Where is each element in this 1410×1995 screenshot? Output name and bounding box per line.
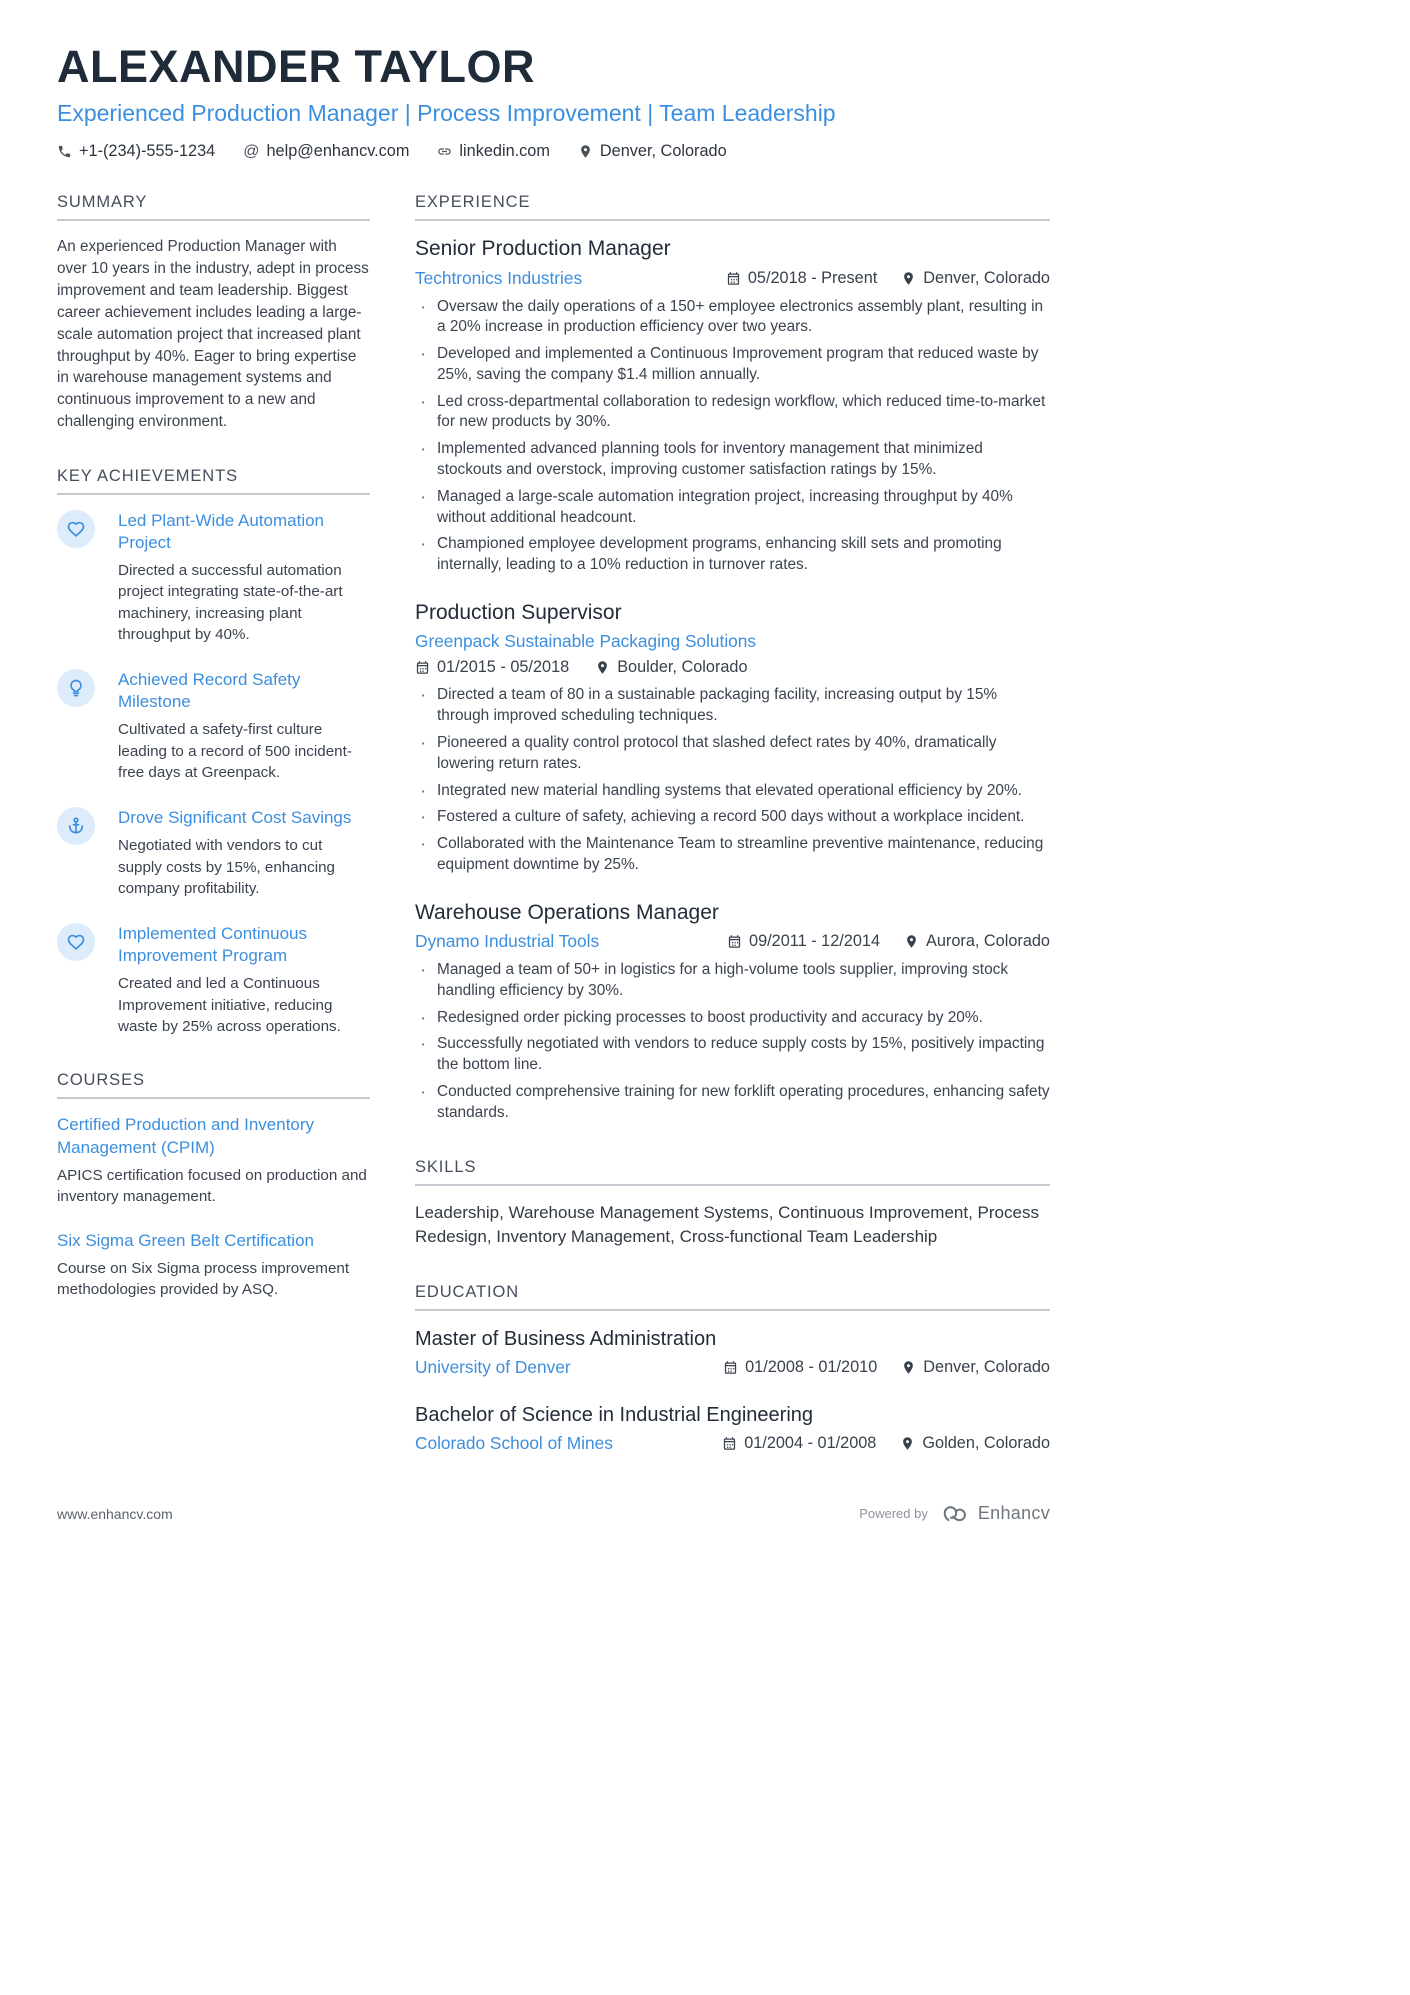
location-pin-icon: [901, 271, 916, 286]
experience-section: [415, 193, 1050, 1123]
achievement-item: [57, 807, 370, 899]
link-icon: [437, 144, 452, 159]
skills-section: [415, 1158, 1050, 1249]
achievement-title: Led Plant-Wide Automation Project: [118, 510, 325, 553]
course-text: APICS certification focused on production and inventory management.: [57, 1167, 367, 1206]
heart-icon: [57, 510, 95, 548]
heart-icon: [57, 923, 95, 961]
job-bullet: · Championed employee development programs, enhancing skill sets and promoting internally, leading to a 10% reduction in turnover rates.: [415, 534, 1050, 576]
calendar-icon: [415, 660, 430, 675]
lightbulb-icon: [57, 669, 95, 707]
contact-phone-text: +1-(234)-555-1234: [79, 142, 216, 161]
candidate-headline: Experienced Production Manager | Process Improvement | Team Leadership: [57, 99, 836, 126]
skills-heading: SKILLS: [415, 1158, 1050, 1186]
powered-by-label: Powered by: [859, 1506, 928, 1521]
location-pin-icon: [900, 1436, 915, 1451]
left-column: [57, 193, 370, 1488]
school-name: University of Denver: [415, 1356, 571, 1377]
education-dates: 01/2008 - 01/2010: [723, 1358, 877, 1377]
education-heading: EDUCATION: [415, 1283, 1050, 1311]
achievement-title: Achieved Record Safety Milestone: [118, 670, 301, 712]
experience-heading: EXPERIENCE: [415, 193, 1050, 221]
job-dates: 01/2015 - 05/2018: [415, 658, 569, 677]
summary-heading: SUMMARY: [57, 193, 370, 221]
page-footer: [57, 1503, 1050, 1524]
job-meta-row: [415, 268, 1050, 289]
job-bullet: · Managed a large-scale automation integration project, increasing throughput by 40% without additional headcount.: [415, 487, 1050, 529]
course-item: [57, 1230, 370, 1301]
phone-icon: [57, 144, 72, 159]
experience-entry: [415, 900, 1050, 1124]
skills-text: Leadership, Warehouse Management Systems, Continuous Improvement, Process Redesign, Inventory Management, Cross-functional Team Leadership: [415, 1202, 1039, 1246]
contact-email-text: help@enhancv.com: [266, 142, 410, 161]
courses-section: [57, 1071, 370, 1300]
achievement-item: [57, 669, 370, 783]
course-text: Course on Six Sigma process improvement methodologies provided by ASQ.: [57, 1260, 350, 1299]
job-bullet: · Successfully negotiated with vendors to reduce supply costs by 15%, positively impacting the bottom line.: [415, 1034, 1050, 1076]
job-title: Warehouse Operations Manager: [415, 900, 719, 924]
job-bullet: · Developed and implemented a Continuous Improvement program that reduced waste by 25%, saving the company $1.4 million annually.: [415, 344, 1050, 386]
achievement-text: Directed a successful automation project integrating state-of-the-art machinery, increasing plant throughput by 40%.: [118, 562, 343, 644]
summary-text: An experienced Production Manager with over 10 years in the industry, adept in process improvement and team leadership. Biggest career achievement includes leading a large-scale automation project that increased plant throughput by 40%. Eager to bring expertise in warehouse management systems and continuous improvement to a new and challenging environment.: [57, 238, 369, 431]
calendar-icon: [723, 1360, 738, 1375]
calendar-icon: [726, 271, 741, 286]
job-bullet: · Integrated new material handling systems that elevated operational efficiency by 20%.: [415, 781, 1050, 802]
course-item: [57, 1114, 370, 1207]
achievement-text: Cultivated a safety-first culture leading to a record of 500 incident-free days at Greenpack.: [118, 721, 352, 782]
enhancv-logo-icon: [941, 1504, 969, 1523]
achievement-item: [57, 923, 370, 1037]
education-meta-row: [415, 1433, 1050, 1454]
job-bullet: · Collaborated with the Maintenance Team to streamline preventive maintenance, reducing equipment downtime by 25%.: [415, 834, 1050, 876]
job-bullet: · Conducted comprehensive training for new forklift operating procedures, enhancing safety standards.: [415, 1082, 1050, 1124]
education-section: [415, 1283, 1050, 1454]
courses-heading: COURSES: [57, 1071, 370, 1099]
calendar-icon: [722, 1436, 737, 1451]
contact-row: [57, 142, 1410, 161]
location-pin-icon: [901, 1360, 916, 1375]
job-bullet-list: [415, 297, 1050, 577]
at-sign-icon: @: [243, 142, 260, 160]
job-location: Boulder, Colorado: [595, 658, 747, 677]
achievements-heading: KEY ACHIEVEMENTS: [57, 467, 370, 495]
job-meta-row: [415, 931, 1050, 952]
contact-linkedin-text: linkedin.com: [459, 142, 550, 161]
job-bullet-list: [415, 685, 1050, 875]
contact-location: [578, 142, 727, 161]
anchor-icon: [57, 807, 95, 845]
job-location: Aurora, Colorado: [904, 932, 1050, 951]
experience-entry: [415, 600, 1050, 876]
company-name: Dynamo Industrial Tools: [415, 930, 600, 951]
job-bullet: · Implemented advanced planning tools for inventory management that minimized stockouts and overstock, improving customer satisfaction ratings by 15%.: [415, 439, 1050, 481]
contact-phone[interactable]: [57, 142, 215, 161]
degree-title: Master of Business Administration: [415, 1327, 717, 1350]
education-entry: [415, 1326, 1050, 1378]
achievement-text: Negotiated with vendors to cut supply costs by 15%, enhancing company profitability.: [118, 837, 335, 897]
content-columns: [57, 193, 1410, 1488]
job-bullet-list: [415, 960, 1050, 1124]
contact-location-text: Denver, Colorado: [599, 142, 727, 161]
achievement-title: Implemented Continuous Improvement Program: [118, 924, 308, 966]
candidate-name: ALEXANDER TAYLOR: [57, 41, 536, 92]
calendar-icon: [727, 934, 742, 949]
summary-section: [57, 193, 370, 433]
job-bullet: · Led cross-departmental collaboration to redesign workflow, which reduced time-to-market for new products by 30%.: [415, 392, 1050, 434]
job-location: Denver, Colorado: [901, 269, 1050, 288]
job-bullet: · Oversaw the daily operations of a 150+ employee electronics assembly plant, resulting in a 20% increase in production efficiency over two years.: [415, 297, 1050, 339]
company-name: Greenpack Sustainable Packaging Solutions: [415, 631, 757, 652]
job-bullet: · Pioneered a quality control protocol that slashed defect rates by 40%, dramatically lowering return rates.: [415, 733, 1050, 775]
job-bullet: · Managed a team of 50+ in logistics for a high-volume tools supplier, improving stock handling efficiency by 30%.: [415, 960, 1050, 1002]
location-pin-icon: [904, 934, 919, 949]
education-location: Denver, Colorado: [901, 1358, 1050, 1377]
powered-by-enhancv[interactable]: [859, 1503, 1050, 1524]
job-bullet: · Redesigned order picking processes to boost productivity and accuracy by 20%.: [415, 1008, 1050, 1029]
company-name: Techtronics Industries: [415, 267, 583, 288]
job-bullet: · Directed a team of 80 in a sustainable packaging facility, increasing output by 15% through improved scheduling techniques.: [415, 685, 1050, 727]
enhancv-brand-name: Enhancv: [977, 1503, 1050, 1523]
location-pin-icon: [578, 144, 593, 159]
job-dates: 05/2018 - Present: [726, 269, 877, 288]
experience-entry: [415, 236, 1050, 576]
achievement-title: Drove Significant Cost Savings: [118, 808, 352, 828]
course-title: Certified Production and Inventory Management (CPIM): [57, 1115, 315, 1157]
achievement-text: Created and led a Continuous Improvement initiative, reducing waste by 25% across operations.: [118, 975, 341, 1036]
education-entry: [415, 1402, 1050, 1454]
school-name: Colorado School of Mines: [415, 1432, 613, 1453]
contact-email[interactable]: [243, 142, 409, 161]
resume-header: [57, 42, 1410, 161]
degree-title: Bachelor of Science in Industrial Engineering: [415, 1403, 814, 1426]
course-title: Six Sigma Green Belt Certification: [57, 1230, 314, 1250]
footer-website-link[interactable]: www.enhancv.com: [57, 1505, 173, 1522]
achievements-section: [57, 467, 370, 1037]
education-dates: 01/2004 - 01/2008: [722, 1434, 876, 1453]
job-dates: 09/2011 - 12/2014: [727, 932, 880, 951]
education-meta-row: [415, 1357, 1050, 1378]
location-pin-icon: [595, 660, 610, 675]
contact-linkedin[interactable]: [437, 142, 550, 161]
job-title: Production Supervisor: [415, 601, 622, 625]
job-title: Senior Production Manager: [415, 237, 671, 261]
right-column: [415, 193, 1050, 1488]
job-bullet: · Fostered a culture of safety, achieving a record 500 days without a workplace incident.: [415, 807, 1050, 828]
achievement-item: [57, 510, 370, 645]
job-meta-row: [415, 658, 1050, 677]
education-location: Golden, Colorado: [900, 1434, 1050, 1453]
